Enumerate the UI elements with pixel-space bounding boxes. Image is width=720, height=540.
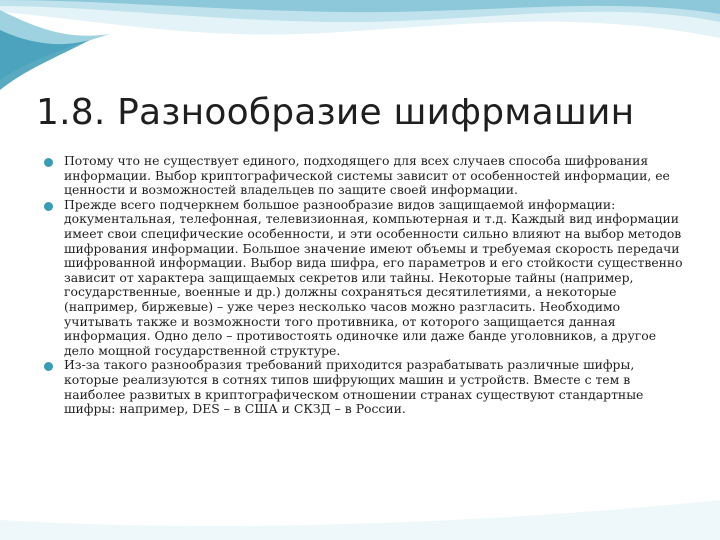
bullet-item-3	[40, 358, 688, 416]
bullet-text: Из-за такого разнообразия требований приходится разрабатывать различные шифры, которые реализуются в сотнях типов шифрующих машин и устройств. Вместе с тем в наиболее развитых в криптографическом отношении странах существуют стандартные шифры: например, DES – в США и СКЗД – в России.	[64, 357, 644, 417]
wave-bottom	[0, 500, 720, 540]
bullet-item-1	[40, 154, 688, 198]
bullet-dot-icon	[44, 158, 53, 167]
bullet-dot-icon	[44, 362, 53, 371]
bullet-item-2	[40, 198, 688, 359]
bullet-list	[40, 154, 688, 417]
bullet-text: Потому что не существует единого, подходящего для всех случаев способа шифрования информации. Выбор криптографической системы зависит от особенностей информации, ее ценности и возможностей владельцев по защите своей информации.	[64, 153, 670, 198]
bullet-text: Прежде всего подчеркнем большое разнообразие видов защищаемой информации: документальная, телефонная, телевизионная, компьютерная и т.д. Каждый вид информации имеет свои специфические особенности, и эти особенности сильно влияют на выбор методов шифрования информации. Большое значение имеют объемы и требуемая скорость передачи шифрованной информации. Выбор вида шифра, его параметров и его стойкости существенно зависит от характера защищаемых секретов или тайны. Некоторые тайны (например, государственные, военные и др.) должны сохраняться десятилетиями, а некоторые (например, биржевые) – уже через несколько часов можно разгласить. Необходимо учитывать также и возможности того противника, от которого защищается данная информация. Одно дело – противостоять одиночке или даже банде уголовников, а другое дело мощной государственной структуре.	[64, 196, 683, 358]
slide-title: 1.8. Разнообразие шифрмашин	[36, 92, 635, 133]
bullet-dot-icon	[44, 202, 53, 211]
